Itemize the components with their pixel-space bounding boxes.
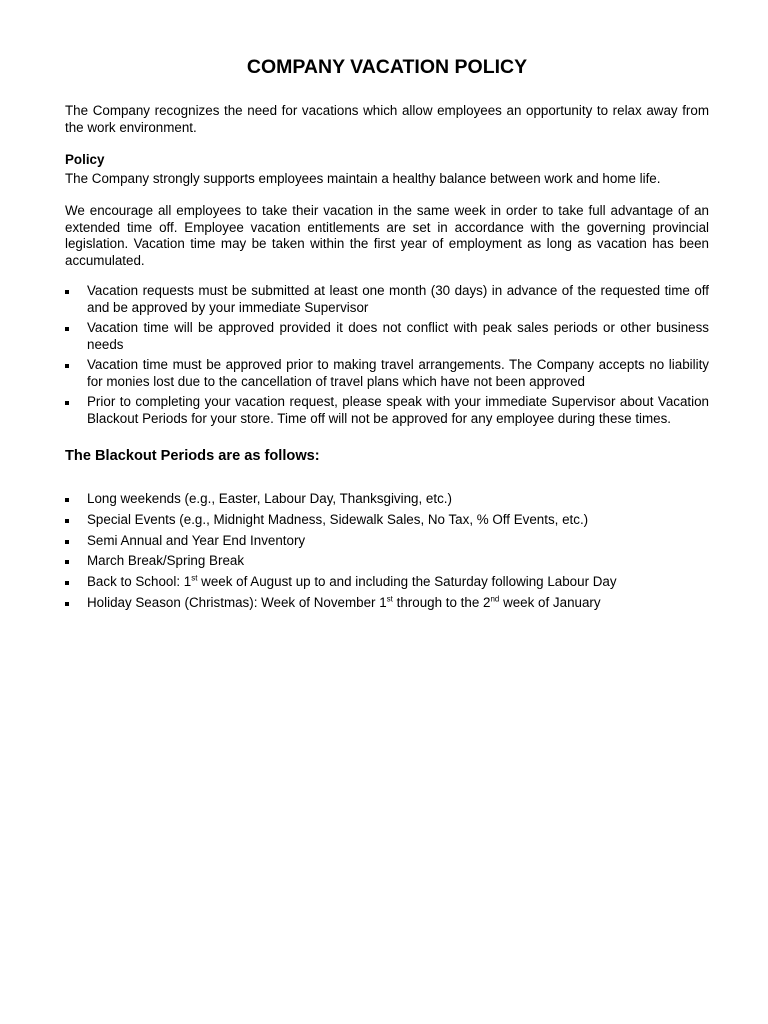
list-item [65, 553, 709, 570]
document-title: COMPANY VACATION POLICY [246, 56, 528, 78]
intro-paragraph: The Company recognizes the need for vacations which allow employees an opportunity to relax away from the work environment. [65, 103, 709, 135]
square-bullet-icon [65, 327, 69, 331]
square-bullet-icon [65, 560, 69, 564]
policy-rules-list [65, 283, 709, 427]
square-bullet-icon [65, 581, 69, 585]
ordinal-suffix: st [191, 573, 198, 583]
period-text-end: week of January [499, 594, 601, 610]
rule-text: Prior to completing your vacation request, please speak with your immediate Supervisor about Vacation Blackout Periods for your store. Time off will not be approved for any employee during these times. [87, 394, 709, 426]
blackout-periods-list [65, 491, 709, 611]
list-item [65, 357, 709, 390]
period-text-start: Holiday Season (Christmas): Week of November 1 [87, 594, 387, 610]
period-text: Long weekends (e.g., Easter, Labour Day, Thanksgiving, etc.) [87, 491, 452, 506]
policy-heading: Policy [65, 152, 105, 167]
policy-paragraph-2: We encourage all employees to take their vacation in the same week in order to take full advantage of an extended time off. Employee vacation entitlements are set in accordance with the governing provincial legislation. Vacation time may be taken within the first year of employment as long as vacation has been accumulated. [65, 203, 709, 268]
blackout-heading: The Blackout Periods are as follows: [65, 448, 320, 464]
square-bullet-icon [65, 519, 69, 523]
list-item [65, 574, 709, 591]
list-item [65, 595, 709, 612]
period-text: Special Events (e.g., Midnight Madness, Sidewalk Sales, No Tax, % Off Events, etc.) [87, 511, 589, 527]
period-text-start: Back to School: 1 [87, 574, 192, 590]
ordinal-suffix: st [386, 594, 393, 604]
period-text-end: week of August up to and including the Saturday following Labour Day [197, 574, 617, 590]
square-bullet-icon [65, 364, 69, 368]
rule-text: Vacation requests must be submitted at least one month (30 days) in advance of the requested time off and be approved by your immediate Supervisor [87, 283, 709, 315]
document-page [65, 55, 709, 616]
square-bullet-icon [65, 290, 69, 294]
rule-text: Vacation time must be approved prior to making travel arrangements. The Company accepts no liability for monies lost due to the cancellation of travel plans which have not been approved [87, 357, 709, 389]
list-item [65, 394, 709, 427]
policy-paragraph-1: The Company strongly supports employees maintain a healthy balance between work and home life. [65, 170, 661, 186]
ordinal-suffix: nd [490, 594, 500, 604]
list-item [65, 283, 709, 316]
period-text: Semi Annual and Year End Inventory [87, 532, 306, 548]
square-bullet-icon [65, 602, 69, 606]
square-bullet-icon [65, 498, 69, 502]
list-item [65, 533, 709, 550]
list-item [65, 491, 709, 508]
list-item [65, 320, 709, 353]
square-bullet-icon [65, 401, 69, 405]
period-text: March Break/Spring Break [87, 553, 245, 569]
rule-text: Vacation time will be approved provided it does not conflict with peak sales periods or other business needs [87, 320, 709, 352]
period-text-middle: through to the 2 [392, 594, 491, 610]
list-item [65, 512, 709, 529]
square-bullet-icon [65, 540, 69, 544]
